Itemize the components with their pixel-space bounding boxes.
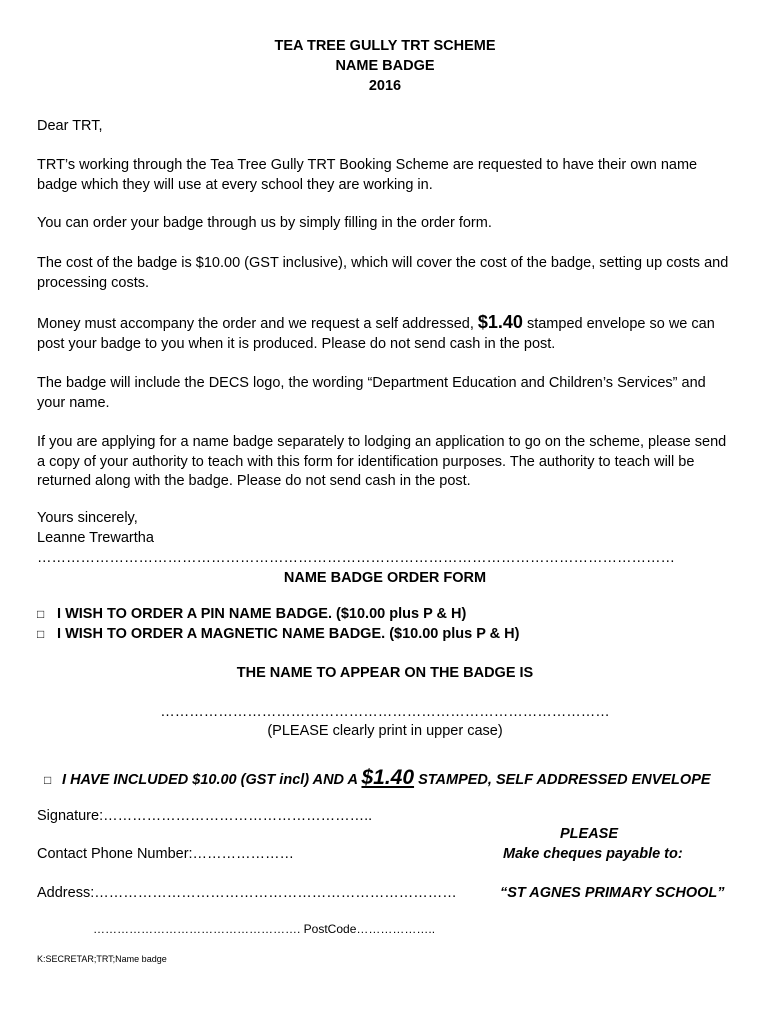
title-line-2: NAME BADGE xyxy=(335,58,435,74)
checkbox-magnetic[interactable]: □ xyxy=(37,627,45,641)
paragraph-4 xyxy=(37,313,737,354)
included-end: STAMPED, SELF ADDRESSED ENVELOPE xyxy=(414,772,711,788)
included-statement[interactable] xyxy=(44,766,711,790)
checkbox-included[interactable]: □ xyxy=(44,773,52,787)
name-entry-line[interactable]: ………………………………………………………………………………… xyxy=(160,704,610,720)
paragraph-2: You can order your badge through us by simply filling in the order form. xyxy=(37,215,492,231)
checkbox-pin[interactable]: □ xyxy=(37,607,45,621)
salutation: Dear TRT, xyxy=(37,118,103,134)
title-year: 2016 xyxy=(368,78,402,94)
paragraph-1: TRT’s working through the Tea Tree Gully TRT Booking Scheme are requested to have their own name badge which they will use at every school they are working in. xyxy=(37,157,698,193)
closing: Yours sincerely, xyxy=(37,510,138,526)
paragraph-6: If you are applying for a name badge separately to lodging an application to go on the scheme, please send a copy of your authority to teach with this form for identification purposes. The authority to teach will be returned along with the badge. Please do not send cash in the post. xyxy=(37,434,727,489)
phone-field[interactable]: Contact Phone Number:………………… xyxy=(37,846,295,862)
separator-line: …………………………………………………………………………………………………………………… xyxy=(37,550,675,566)
postcode-field[interactable]: ……………………………………………. PostCode……………….. xyxy=(93,922,436,936)
option-pin-label: I WISH TO ORDER A PIN NAME BADGE. ($10.00 plus P & H) xyxy=(57,606,467,622)
stamp-amount: $1.40 xyxy=(477,312,523,332)
paragraph-5: The badge will include the DECS logo, the wording “Department Education and Children’s Services” and your name. xyxy=(37,375,706,411)
option-magnetic[interactable] xyxy=(37,626,519,642)
name-heading: THE NAME TO APPEAR ON THE BADGE IS xyxy=(236,665,534,681)
signatory: Leanne Trewartha xyxy=(37,530,154,546)
cheques-label: Make cheques payable to: xyxy=(503,846,683,862)
option-pin[interactable] xyxy=(37,606,466,622)
included-amount: $1.40 xyxy=(361,766,415,789)
signature-field[interactable]: Signature:……………………………………………….. xyxy=(37,808,373,824)
file-reference: K:SECRETAR;TRT;Name badge xyxy=(37,954,167,964)
included-start: I HAVE INCLUDED $10.00 (GST incl) AND A xyxy=(62,772,362,788)
please-label: PLEASE xyxy=(560,826,619,842)
paragraph-4-end: stamped envelope so we can post your badge to you when it is produced. Please do not send cash in the post. xyxy=(37,316,715,352)
address-field[interactable]: Address:………………………………………………………………… xyxy=(37,885,457,901)
paragraph-3: The cost of the badge is $10.00 (GST inclusive), which will cover the cost of the badge, setting up costs and processing costs. xyxy=(37,255,729,291)
title-line-1: TEA TREE GULLY TRT SCHEME xyxy=(274,38,496,54)
paragraph-4-start: Money must accompany the order and we request a self addressed, xyxy=(37,316,478,332)
name-hint: (PLEASE clearly print in upper case) xyxy=(267,723,503,739)
option-magnetic-label: I WISH TO ORDER A MAGNETIC NAME BADGE. ($10.00 plus P & H) xyxy=(57,626,520,642)
form-title: NAME BADGE ORDER FORM xyxy=(283,570,487,586)
payee-name: “ST AGNES PRIMARY SCHOOL” xyxy=(500,885,725,901)
